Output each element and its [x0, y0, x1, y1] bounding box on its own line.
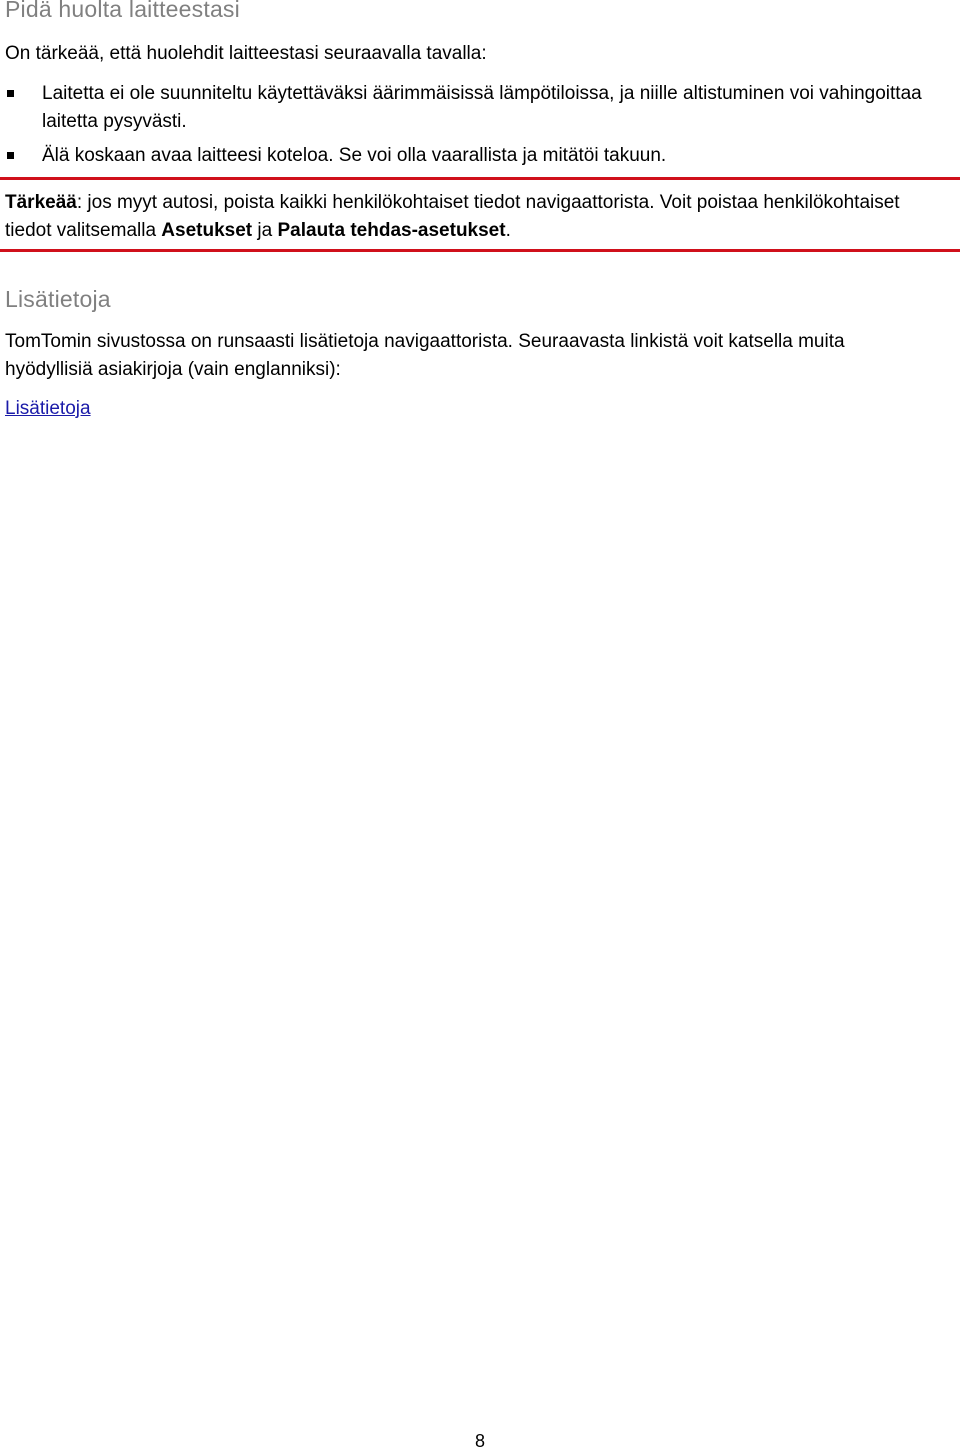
note-text-3: .	[505, 220, 511, 241]
note-top-divider	[0, 177, 960, 180]
note-text-2: ja	[252, 220, 278, 241]
list-item	[0, 80, 932, 136]
menu-reference-factory-reset: Palauta tehdas-asetukset	[277, 220, 506, 241]
page-number: 8	[474, 1431, 485, 1451]
section-heading-more-info: Lisätietoja	[5, 286, 111, 312]
square-bullet-icon	[7, 90, 14, 97]
bullet-text: Laitetta ei ole suunniteltu käytettäväksi äärimmäisissä lämpötiloissa, ja niille altistuminen voi vahingoittaa laitetta pysyvästi.	[42, 83, 922, 132]
note-label: Tärkeää	[5, 192, 77, 213]
menu-reference-settings: Asetukset	[161, 220, 253, 241]
more-info-link[interactable]: Lisätietoja	[5, 398, 91, 419]
important-note	[5, 189, 930, 245]
square-bullet-icon	[7, 152, 14, 159]
note-colon: :	[76, 192, 83, 213]
list-item	[0, 142, 932, 170]
note-bottom-divider	[0, 249, 960, 252]
note-text-1: jos myyt autosi, poista kaikki henkilökohtaiset tiedot navigaattorista. Voit poistaa henkilökohtaiset tiedot valitsemalla	[5, 192, 900, 241]
care-intro-text: On tärkeää, että huolehdit laitteestasi seuraavalla tavalla:	[5, 43, 487, 64]
bullet-text: Älä koskaan avaa laitteesi koteloa. Se voi olla vaarallista ja mitätöi takuun.	[42, 145, 667, 166]
more-info-text: TomTomin sivustossa on runsaasti lisätietoja navigaattorista. Seuraavasta linkistä voit katsella muita hyödyllisiä asiakirjoja (vain englanniksi):	[5, 331, 845, 380]
section-heading-care: Pidä huolta laitteestasi	[5, 0, 240, 22]
care-bullet-list	[0, 80, 960, 170]
